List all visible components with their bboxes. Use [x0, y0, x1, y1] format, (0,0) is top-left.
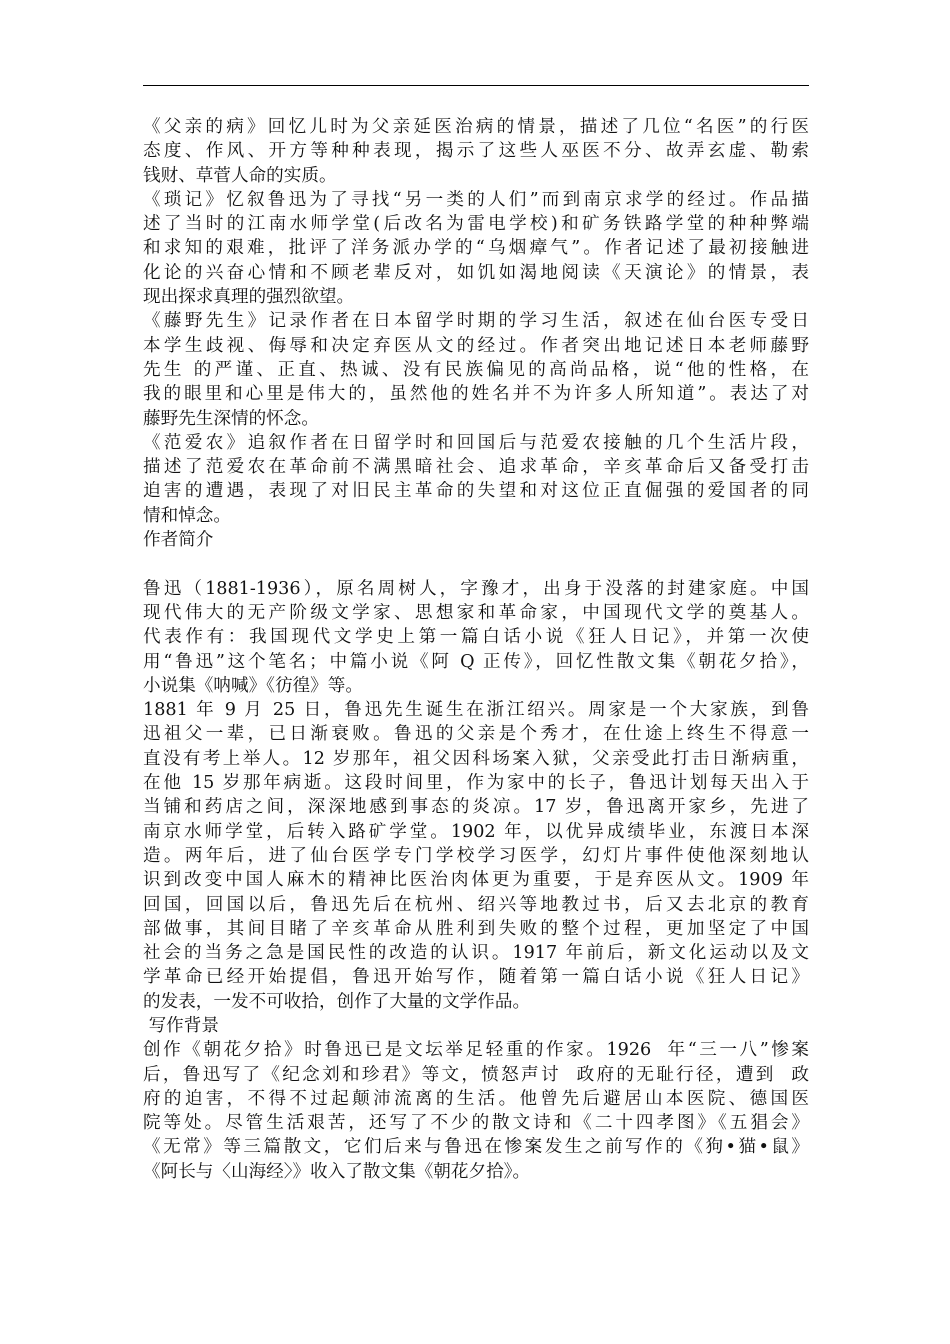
text-line: 态度、作风、开方等种种表现，揭示了这些人巫医不分、故弄玄虚、勒索	[143, 141, 809, 162]
text-line: 府的迫害，不得不过起颠沛流离的生活。他曾先后避居山本医院、德国医	[143, 1088, 809, 1109]
text-line: 直没有考上举人。12 岁那年，祖父因科场案入狱，父亲受此打击日渐病重，	[143, 748, 809, 769]
paragraph-suoji	[143, 188, 809, 309]
text-line: 钱财、草菅人命的实质。	[143, 165, 337, 186]
text-line: 学革命已经开始提倡，鲁迅开始写作，随着第一篇白话小说《狂人日记》	[143, 967, 809, 988]
text-line: 小说集《呐喊》《彷徨》等。	[143, 675, 363, 696]
text-line: 《范爱农》追叙作者在日留学时和回国后与范爱农接触的几个生活片段，	[143, 432, 809, 453]
text-line: 1881 年 9 月 25 日，鲁迅先生诞生在浙江绍兴。周家是一个大家族，到鲁	[143, 700, 809, 721]
paragraph-fuqin-de-bing	[143, 115, 809, 188]
text-line: 回国，回国以后，鲁迅先后在杭州、绍兴等地教过书，后又去北京的教育	[143, 894, 809, 915]
text-line: 用“鲁迅”这个笔名；中篇小说《阿 Q 正传》，回忆性散文集《朝花夕拾》，	[143, 651, 809, 672]
text-line: 述了当时的江南水师学堂(后改名为雷电学校)和矿务铁路学堂的种种弊端	[143, 214, 809, 235]
text-line: 情和悼念。	[143, 505, 231, 526]
document-body	[143, 115, 809, 1184]
text-line: 和求知的艰难，批评了洋务派办学的“乌烟瘴气”。作者记述了最初接触进	[143, 238, 809, 259]
text-line: 《无常》等三篇散文，它们后来与鲁迅在惨案发生之前写作的《狗•猫•鼠》	[143, 1137, 809, 1158]
text-line: 当铺和药店之间，深深地感到事态的炎凉。17 岁，鲁迅离开家乡，先进了	[143, 797, 809, 818]
text-line: 藤野先生深情的怀念。	[143, 408, 319, 429]
text-line: 院等处。尽管生活艰苦，还写了不少的散文诗和《二十四孝图》《五猖会》	[143, 1113, 809, 1134]
text-line: 识到改变中国人麻木的精神比医治肉体更为重要，于是弃医从文。1909 年	[143, 870, 809, 891]
text-line: 《琐记》忆叙鲁迅为了寻找“另一类的人们”而到南京求学的经过。作品描	[143, 189, 809, 210]
paragraph-background	[143, 1038, 809, 1184]
paragraph-author-life	[143, 698, 809, 1014]
text-line: 社会的当务之急是国民性的改造的认识。1917 年前后，新文化运动以及文	[143, 943, 809, 964]
text-line: 描述了范爱农在革命前不满黑暗社会、追求革命，辛亥革命后又备受打击	[143, 457, 809, 478]
section-heading: 写作背景	[143, 1015, 219, 1036]
text-line: 《藤野先生》记录作者在日本留学时期的学习生活，叙述在仙台医专受日	[143, 311, 809, 332]
text-line: 部做事，其间目睹了辛亥革命从胜利到失败的整个过程，更加坚定了中国	[143, 918, 809, 939]
text-line: 造。两年后，进了仙台医学专门学校学习医学，幻灯片事件使他深刻地认	[143, 845, 809, 866]
section-heading-background	[143, 1014, 809, 1038]
paragraph-tengye-xiansheng	[143, 309, 809, 430]
text-line: 化论的兴奋心情和不顾老辈反对，如饥如渴地阅读《天演论》的情景，表	[143, 262, 809, 283]
text-line: 在他 15 岁那年病逝。这段时间里，作为家中的长子，鲁迅计划每天出入于	[143, 773, 809, 794]
text-line: 《父亲的病》回忆儿时为父亲延医治病的情景，描述了几位“名医”的行医	[143, 117, 809, 137]
section-heading: 作者简介	[143, 530, 214, 551]
text-line: 现出探求真理的强烈欲望。	[143, 287, 355, 308]
text-line: 南京水师学堂，后转入路矿学堂。1902 年，以优异成绩毕业，东渡日本深	[143, 821, 809, 842]
text-line: 先生 的严谨、正直、热诚、没有民族偏见的高尚品格，说“他的性格，在	[143, 359, 809, 380]
paragraph-author-intro	[143, 577, 809, 698]
paragraph-fan-ainong	[143, 431, 809, 528]
text-line: 创作《朝花夕拾》时鲁迅已是文坛举足轻重的作家。1926 年“三一八”惨案	[143, 1040, 809, 1061]
text-line: 后，鲁迅写了《纪念刘和珍君》等文，愤怒声讨 政府的无耻行径，遭到 政	[143, 1064, 809, 1085]
text-line: 的发表，一发不可收拾，创作了大量的文学作品。	[143, 991, 531, 1012]
blank-line	[143, 552, 809, 576]
header-rule	[143, 85, 809, 86]
section-heading-author	[143, 528, 809, 577]
text-line: 《阿长与〈山海经〉》收入了散文集《朝花夕拾》。	[143, 1161, 531, 1182]
text-line: 现代伟大的无产阶级文学家、思想家和革命家，中国现代文学的奠基人。	[143, 602, 809, 623]
text-line: 我的眼里和心里是伟大的，虽然他的姓名并不为许多人所知道”。表达了对	[143, 384, 809, 405]
text-line: 迅祖父一辈，已日渐衰败。鲁迅的父亲是个秀才，在仕途上终生不得意一	[143, 724, 809, 745]
text-line: 迫害的遭遇，表现了对旧民主革命的失望和对这位正直倔强的爱国者的同	[143, 481, 809, 502]
text-line: 本学生歧视、侮辱和决定弃医从文的经过。作者突出地记述日本老师藤野	[143, 335, 809, 356]
text-line: 代表作有：我国现代文学史上第一篇白话小说《狂人日记》，并第一次使	[143, 627, 809, 648]
text-line: 鲁迅（1881-1936），原名周树人，字豫才，出身于没落的封建家庭。中国	[143, 578, 809, 599]
